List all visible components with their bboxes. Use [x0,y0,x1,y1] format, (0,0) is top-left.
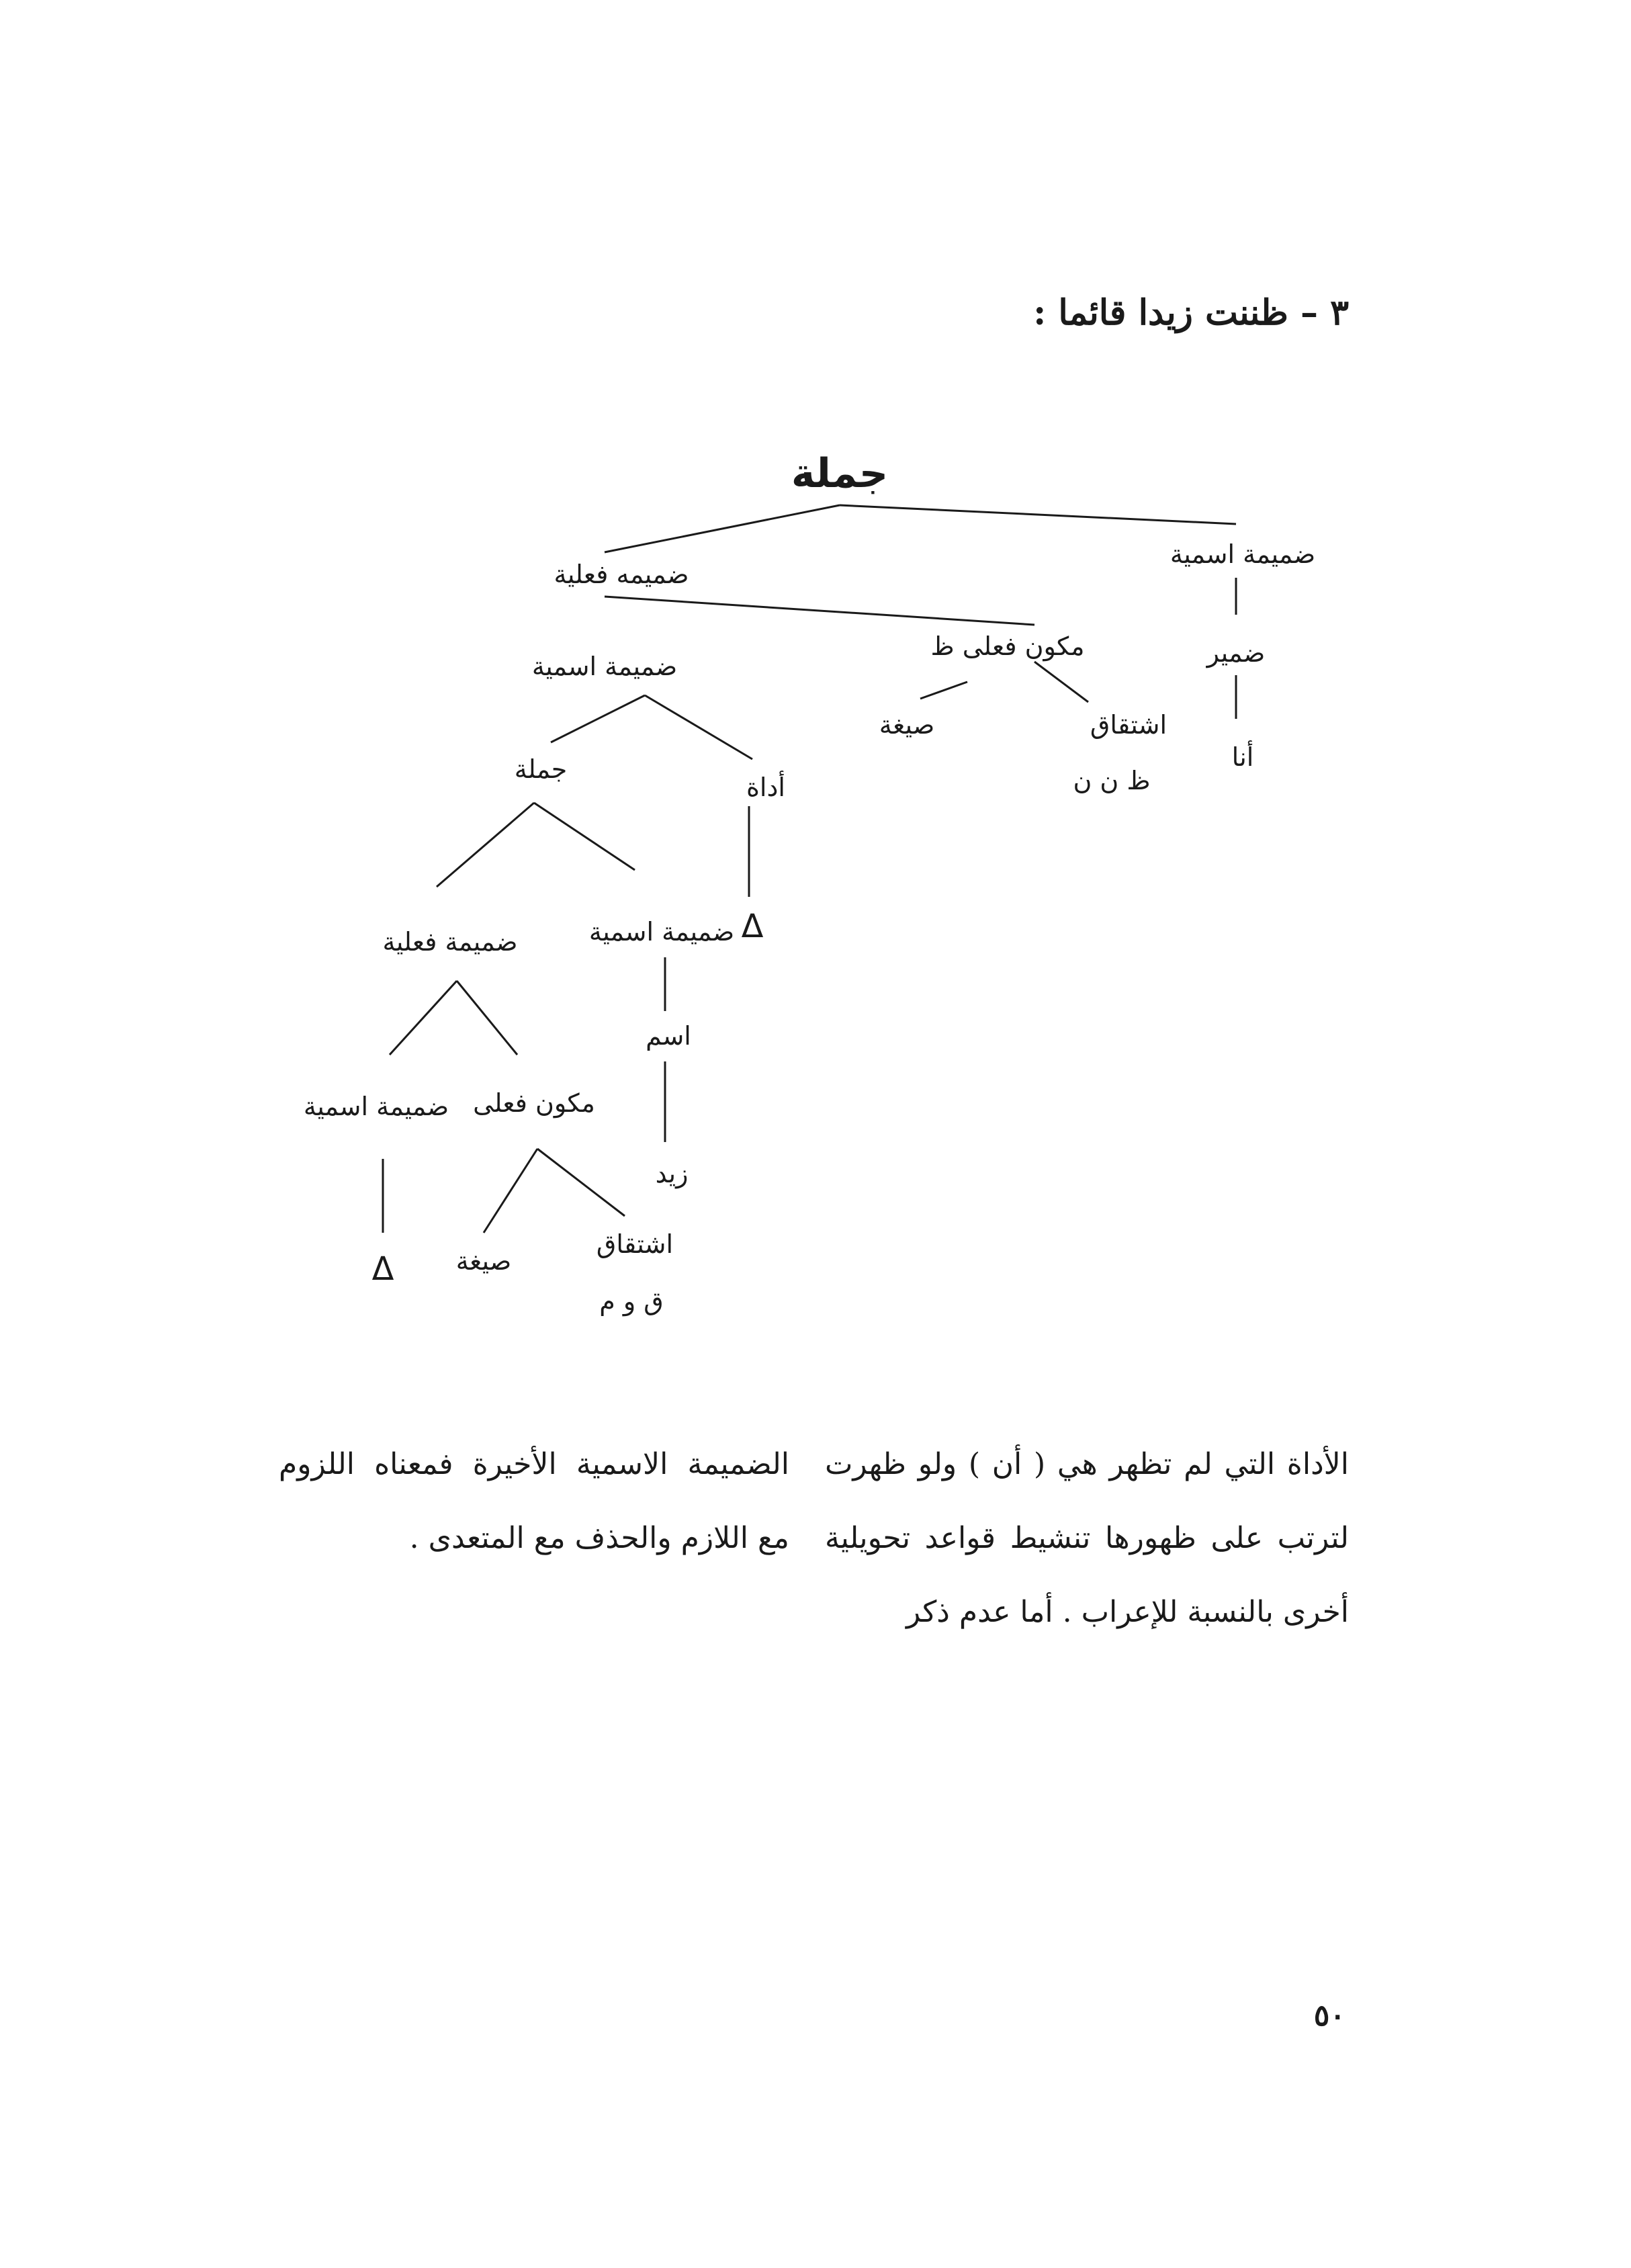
tree-leaf-pronoun-value: أنا [1231,742,1254,772]
tree-node-pronoun: ضمير [1206,638,1266,668]
tree-node-embedded-sentence: جملة [514,754,568,784]
tree-edge [457,981,517,1055]
tree-leaf-null-bottom: Δ [371,1250,394,1288]
tree-edge [551,695,645,742]
tree-node-derivation-low: اشتقاق [596,1229,674,1259]
tree-edge [390,981,457,1055]
page-number: ٥٠ [1313,1999,1346,2033]
tree-node-nominal-complement-bottom: ضميمة اسمية [303,1092,449,1121]
tree-node-verbal-complement-low: ضميمة فعلية [382,927,518,957]
tree-node-verbal-component-low: مكون فعلى [473,1088,595,1118]
tree-edge [484,1149,537,1233]
tree-edge [1034,662,1088,702]
tree-edge [920,682,967,699]
tree-edge [605,597,1034,625]
tree-node-verbal-complement: ضميمه فعلية [554,560,689,589]
tree-edge [534,803,635,870]
example-heading: ٣ – ظننت زيدا قائما : [1033,292,1349,333]
tree-node-nominal-complement-top: ضميمة اسمية [1170,539,1316,569]
tree-node-particle: أداة [746,773,785,802]
tree-node-nominal-complement-low: ضميمة اسمية [588,917,735,947]
tree-leaf-noun-value: زيد [655,1159,689,1188]
tree-leaf-null-particle: Δ [741,908,764,945]
tree-leaf-derivation-root-top: ظ ن ن [1073,766,1151,795]
tree-edge [645,695,752,759]
body-text-left-column: الضميمة الاسمية الأخيرة فمعناه اللزوم مع اللازم والحذف مع المتعدى . [279,1447,789,1555]
tree-leaf-derivation-root-low: ق و م [599,1286,664,1316]
tree-node-form-low: صيغة [455,1246,512,1276]
tree-edge [605,505,840,552]
tree-node-nominal-complement-mid: ضميمة اسمية [531,652,678,681]
tree-edge [537,1149,625,1216]
tree-node-verbal-component-top: مكون فعلى ظ [930,631,1085,661]
tree-node-form-top: صيغة [879,710,935,740]
body-text-right-column: الأداة التي لم تظهر هي ( أن ) ولو ظهرت لترتب على ظهورها تنشيط قواعد تحويلية أخرى بالنسبة للإعراب . أما عدم ذكر [825,1447,1349,1629]
tree-node-noun: اسم [646,1021,691,1051]
tree-node-derivation-top: اشتقاق [1090,710,1167,740]
tree-edge [840,505,1236,524]
tree-node-root-sentence: جملة [791,450,889,497]
tree-edge [437,803,534,887]
